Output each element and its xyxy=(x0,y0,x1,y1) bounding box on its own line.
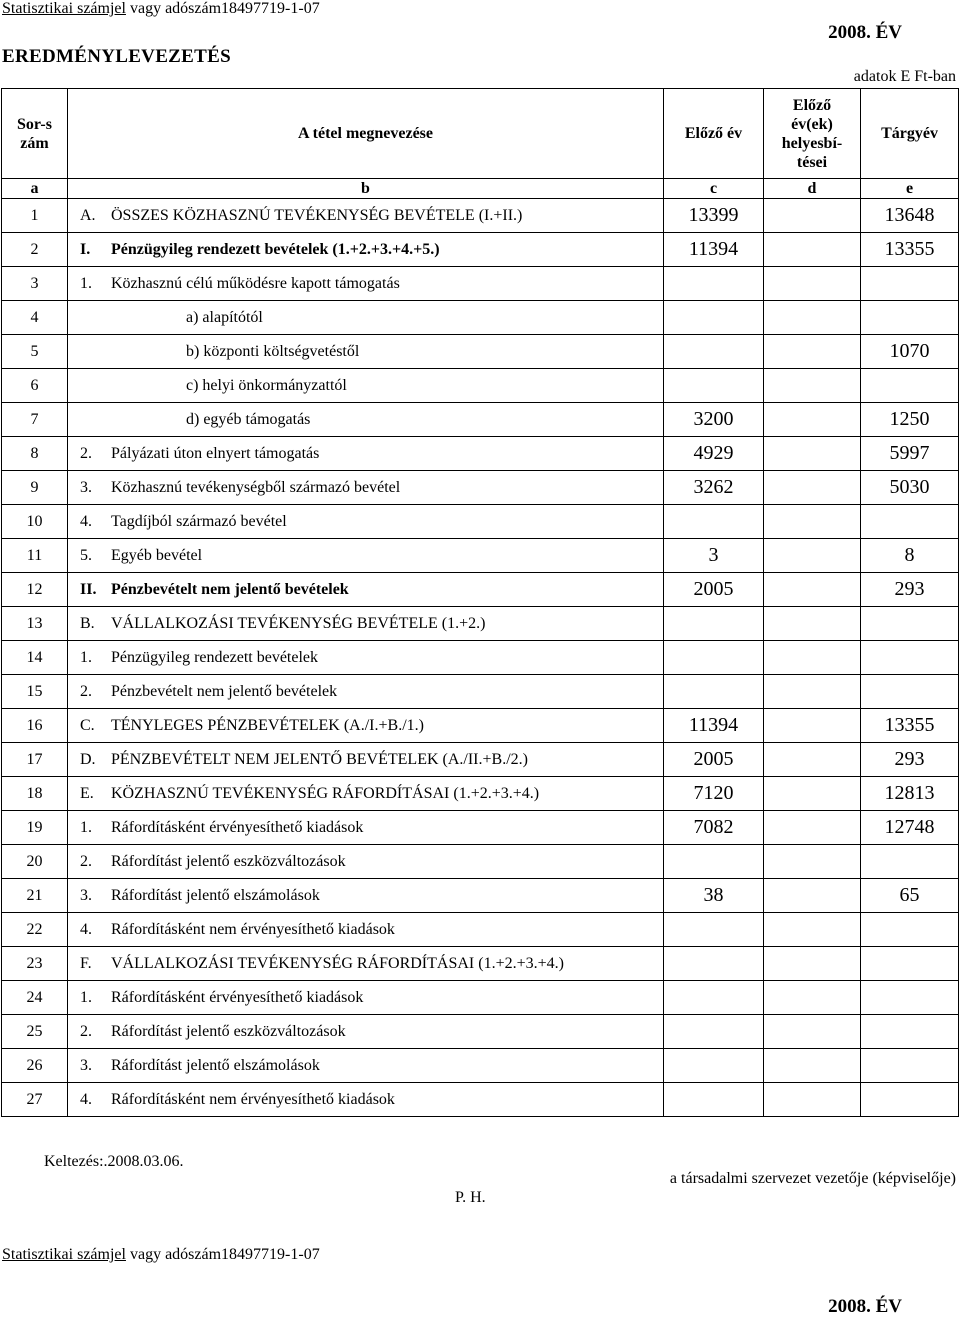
current-year-value: 5030 xyxy=(861,471,959,505)
current-year-value: 12748 xyxy=(861,811,959,845)
place-date: Keltezés:.2008.03.06. xyxy=(44,1153,184,1170)
table-row xyxy=(2,471,959,505)
table-row xyxy=(2,811,959,845)
adjustment-value xyxy=(764,675,861,709)
prev-year-value xyxy=(664,267,764,301)
letter-e: e xyxy=(861,179,959,199)
row-code: 1. xyxy=(80,988,92,1006)
table-row xyxy=(2,233,959,267)
current-year-value: 5997 xyxy=(861,437,959,471)
row-label: Ráfordítást jelentő elszámolások xyxy=(111,1056,320,1074)
current-year-value: 293 xyxy=(861,573,959,607)
row-label: d) egyéb támogatás xyxy=(186,410,311,428)
table-row xyxy=(2,539,959,573)
prev-year-value xyxy=(664,335,764,369)
document-title: EREDMÉNYLEVEZETÉS xyxy=(2,46,231,67)
table-row xyxy=(2,879,959,913)
row-number: 6 xyxy=(2,369,68,403)
adjustment-value xyxy=(764,811,861,845)
adjustment-value xyxy=(764,1083,861,1117)
table-row xyxy=(2,199,959,233)
adjustment-value xyxy=(764,607,861,641)
current-year-value: 1250 xyxy=(861,403,959,437)
current-year-value xyxy=(861,913,959,947)
row-number: 4 xyxy=(2,301,68,335)
row-label: Pályázati úton elnyert támogatás xyxy=(111,444,320,462)
adjustment-value xyxy=(764,199,861,233)
row-label: c) helyi önkormányzattól xyxy=(186,376,347,394)
prev-year-value: 3 xyxy=(664,539,764,573)
row-code: 2. xyxy=(80,682,92,700)
table-row xyxy=(2,1083,959,1117)
row-label: Tagdíjból származó bevétel xyxy=(111,512,287,530)
row-label: Közhasznú tevékenységből származó bevétel xyxy=(111,478,401,496)
header-prev-year: Előző év xyxy=(664,89,764,179)
prev-year-value xyxy=(664,1015,764,1049)
adjustment-value xyxy=(764,879,861,913)
row-code: B. xyxy=(80,614,95,632)
row-label-cell xyxy=(68,777,664,811)
footer-stat-value: vagy adószám18497719-1-07 xyxy=(125,1246,320,1263)
adjustment-value xyxy=(764,505,861,539)
row-number: 9 xyxy=(2,471,68,505)
row-label: Ráfordításként érvényesíthető kiadások xyxy=(111,988,364,1006)
row-number: 15 xyxy=(2,675,68,709)
table-row xyxy=(2,641,959,675)
row-number: 1 xyxy=(2,199,68,233)
table-row xyxy=(2,369,959,403)
row-label: Pénzügyileg rendezett bevételek xyxy=(111,648,319,666)
adjustment-value xyxy=(764,335,861,369)
adjustment-value xyxy=(764,233,861,267)
row-code: 1. xyxy=(80,818,92,836)
header-adjustments: Előző év(ek) helyesbí-tései xyxy=(764,89,861,179)
current-year-value xyxy=(861,1049,959,1083)
row-number: 24 xyxy=(2,981,68,1015)
prev-year-value xyxy=(664,369,764,403)
prev-year-value: 2005 xyxy=(664,743,764,777)
row-label: a) alapítótól xyxy=(186,308,263,326)
row-label-cell xyxy=(68,743,664,777)
current-year-value: 13355 xyxy=(861,709,959,743)
row-code: 1. xyxy=(80,274,92,292)
row-number: 3 xyxy=(2,267,68,301)
current-year-value xyxy=(861,369,959,403)
prev-year-value: 7120 xyxy=(664,777,764,811)
prev-year-value: 11394 xyxy=(664,709,764,743)
adjustment-value xyxy=(764,437,861,471)
table-header-row xyxy=(2,89,959,179)
prev-year-value xyxy=(664,981,764,1015)
row-number: 27 xyxy=(2,1083,68,1117)
table-row xyxy=(2,743,959,777)
row-number: 10 xyxy=(2,505,68,539)
current-year-value xyxy=(861,641,959,675)
current-year-value: 1070 xyxy=(861,335,959,369)
prev-year-value: 38 xyxy=(664,879,764,913)
unit-note: adatok E Ft-ban xyxy=(853,68,956,85)
footer-year: 2008. ÉV xyxy=(828,1296,902,1317)
header-current-year: Tárgyév xyxy=(861,89,959,179)
signature-caption: a társadalmi szervezet vezetője (képviselője) xyxy=(669,1170,956,1187)
table-row xyxy=(2,437,959,471)
row-code: F. xyxy=(80,954,92,972)
row-number: 12 xyxy=(2,573,68,607)
current-year-value: 293 xyxy=(861,743,959,777)
income-statement-table xyxy=(1,88,959,1117)
row-code: 3. xyxy=(80,1056,92,1074)
table-row xyxy=(2,403,959,437)
current-year-value xyxy=(861,505,959,539)
row-label-cell xyxy=(68,981,664,1015)
row-number: 13 xyxy=(2,607,68,641)
adjustment-value xyxy=(764,709,861,743)
row-label: Pénzbevételt nem jelentő bevételek xyxy=(111,682,338,700)
prev-year-value xyxy=(664,913,764,947)
row-code: C. xyxy=(80,716,95,734)
current-year-value: 65 xyxy=(861,879,959,913)
current-year-value xyxy=(861,1083,959,1117)
row-label-cell xyxy=(68,811,664,845)
table-row xyxy=(2,675,959,709)
row-number: 2 xyxy=(2,233,68,267)
prev-year-value: 2005 xyxy=(664,573,764,607)
row-number: 19 xyxy=(2,811,68,845)
row-label-cell xyxy=(68,947,664,981)
adjustment-value xyxy=(764,1049,861,1083)
current-year-value xyxy=(861,267,959,301)
row-label: VÁLLALKOZÁSI TEVÉKENYSÉG RÁFORDÍTÁSAI (1.+2.+3.+4.) xyxy=(111,954,564,972)
adjustment-value xyxy=(764,573,861,607)
table-row xyxy=(2,777,959,811)
row-number: 22 xyxy=(2,913,68,947)
prev-year-value: 7082 xyxy=(664,811,764,845)
stat-number-value: vagy adószám18497719-1-07 xyxy=(125,0,320,17)
row-label: ÖSSZES KÖZHASZNÚ TEVÉKENYSÉG BEVÉTELE (I.+II.) xyxy=(111,206,523,224)
row-label-cell xyxy=(68,505,664,539)
current-year-value: 13355 xyxy=(861,233,959,267)
table-row xyxy=(2,607,959,641)
current-year-value xyxy=(861,845,959,879)
column-letters-row xyxy=(2,179,959,199)
row-label-cell xyxy=(68,335,664,369)
row-code: I. xyxy=(80,240,91,258)
table-row xyxy=(2,1015,959,1049)
letter-d: d xyxy=(764,179,861,199)
row-code: 3. xyxy=(80,478,92,496)
adjustment-value xyxy=(764,845,861,879)
table-row xyxy=(2,947,959,981)
current-year-value xyxy=(861,607,959,641)
row-code: 2. xyxy=(80,852,92,870)
row-label-cell xyxy=(68,573,664,607)
footer-stat-number xyxy=(2,1246,320,1264)
row-label-cell xyxy=(68,1049,664,1083)
row-number: 5 xyxy=(2,335,68,369)
row-label: Pénzügyileg rendezett bevételek (1.+2.+3.+4.+5.) xyxy=(111,240,440,258)
table-row xyxy=(2,573,959,607)
adjustment-value xyxy=(764,913,861,947)
row-label-cell xyxy=(68,879,664,913)
adjustment-value xyxy=(764,301,861,335)
table-row xyxy=(2,845,959,879)
row-label: Közhasznú célú működésre kapott támogatás xyxy=(111,274,400,292)
prev-year-value xyxy=(664,845,764,879)
row-label-cell xyxy=(68,845,664,879)
row-label-cell xyxy=(68,709,664,743)
prev-year-value xyxy=(664,1083,764,1117)
table-body xyxy=(2,199,959,1117)
row-label-cell xyxy=(68,607,664,641)
header-name: A tétel megnevezése xyxy=(68,89,664,179)
table-row xyxy=(2,709,959,743)
row-number: 16 xyxy=(2,709,68,743)
row-label-cell xyxy=(68,1083,664,1117)
row-label-cell xyxy=(68,539,664,573)
current-year-value xyxy=(861,675,959,709)
current-year-value: 13648 xyxy=(861,199,959,233)
prev-year-value xyxy=(664,641,764,675)
row-label: Ráfordítást jelentő elszámolások xyxy=(111,886,320,904)
prev-year-value: 3200 xyxy=(664,403,764,437)
row-label: Ráfordítást jelentő eszközváltozások xyxy=(111,1022,346,1040)
stat-number-label: Statisztikai számjel xyxy=(2,0,126,17)
row-number: 8 xyxy=(2,437,68,471)
row-label: Ráfordításként nem érvényesíthető kiadások xyxy=(111,1090,395,1108)
row-number: 17 xyxy=(2,743,68,777)
row-label-cell xyxy=(68,267,664,301)
prev-year-value xyxy=(664,1049,764,1083)
row-code: 2. xyxy=(80,1022,92,1040)
adjustment-value xyxy=(764,471,861,505)
letter-a: a xyxy=(2,179,68,199)
row-code: 4. xyxy=(80,1090,92,1108)
row-code: 3. xyxy=(80,886,92,904)
table-row xyxy=(2,301,959,335)
row-label: VÁLLALKOZÁSI TEVÉKENYSÉG BEVÉTELE (1.+2.) xyxy=(111,614,486,632)
row-number: 20 xyxy=(2,845,68,879)
current-year-value: 8 xyxy=(861,539,959,573)
prev-year-value: 3262 xyxy=(664,471,764,505)
row-code: 2. xyxy=(80,444,92,462)
row-label-cell xyxy=(68,437,664,471)
table-row xyxy=(2,981,959,1015)
row-number: 25 xyxy=(2,1015,68,1049)
adjustment-value xyxy=(764,641,861,675)
prev-year-value: 13399 xyxy=(664,199,764,233)
row-code: E. xyxy=(80,784,94,802)
row-code: A. xyxy=(80,206,96,224)
row-label-cell xyxy=(68,913,664,947)
row-number: 21 xyxy=(2,879,68,913)
letter-c: c xyxy=(664,179,764,199)
adjustment-value xyxy=(764,1015,861,1049)
row-label: KÖZHASZNÚ TEVÉKENYSÉG RÁFORDÍTÁSAI (1.+2.+3.+4.) xyxy=(111,784,540,802)
table-row xyxy=(2,267,959,301)
row-code: 4. xyxy=(80,512,92,530)
row-code: II. xyxy=(80,580,97,598)
adjustment-value xyxy=(764,267,861,301)
row-number: 14 xyxy=(2,641,68,675)
row-label-cell xyxy=(68,301,664,335)
adjustment-value xyxy=(764,981,861,1015)
current-year-value xyxy=(861,1015,959,1049)
prev-year-value xyxy=(664,947,764,981)
row-label-cell xyxy=(68,675,664,709)
prev-year-value xyxy=(664,607,764,641)
row-label-cell xyxy=(68,471,664,505)
row-code: D. xyxy=(80,750,96,768)
prev-year-value xyxy=(664,505,764,539)
row-label: Ráfordításként nem érvényesíthető kiadások xyxy=(111,920,395,938)
row-code: 4. xyxy=(80,920,92,938)
stamp-placeholder: P. H. xyxy=(455,1189,486,1206)
row-label-cell xyxy=(68,199,664,233)
row-number: 7 xyxy=(2,403,68,437)
adjustment-value xyxy=(764,539,861,573)
row-number: 18 xyxy=(2,777,68,811)
row-label: b) központi költségvetéstől xyxy=(186,342,360,360)
prev-year-value xyxy=(664,675,764,709)
adjustment-value xyxy=(764,947,861,981)
row-number: 23 xyxy=(2,947,68,981)
header-stat-number xyxy=(2,0,320,18)
adjustment-value xyxy=(764,403,861,437)
adjustment-value xyxy=(764,777,861,811)
header-sorszam: Sor-szám xyxy=(2,89,68,179)
row-label: Pénzbevételt nem jelentő bevételek xyxy=(111,580,349,598)
row-label-cell xyxy=(68,641,664,675)
row-label-cell xyxy=(68,369,664,403)
footer-stat-label: Statisztikai számjel xyxy=(2,1246,126,1263)
prev-year-value xyxy=(664,301,764,335)
row-label: Egyéb bevétel xyxy=(111,546,203,564)
current-year-value xyxy=(861,947,959,981)
row-code: 1. xyxy=(80,648,92,666)
current-year-value: 12813 xyxy=(861,777,959,811)
row-label: PÉNZBEVÉTELT NEM JELENTŐ BEVÉTELEK (A./II.+B./2.) xyxy=(111,750,528,768)
row-label-cell xyxy=(68,233,664,267)
row-label: Ráfordítást jelentő eszközváltozások xyxy=(111,852,346,870)
table-row xyxy=(2,1049,959,1083)
adjustment-value xyxy=(764,743,861,777)
table-row xyxy=(2,913,959,947)
row-number: 11 xyxy=(2,539,68,573)
row-label: TÉNYLEGES PÉNZBEVÉTELEK (A./I.+B./1.) xyxy=(111,716,424,734)
row-label-cell xyxy=(68,403,664,437)
table-row xyxy=(2,505,959,539)
row-label-cell xyxy=(68,1015,664,1049)
header-year: 2008. ÉV xyxy=(828,22,902,43)
prev-year-value: 11394 xyxy=(664,233,764,267)
row-number: 26 xyxy=(2,1049,68,1083)
current-year-value xyxy=(861,981,959,1015)
letter-b: b xyxy=(68,179,664,199)
row-code: 5. xyxy=(80,546,92,564)
table-row xyxy=(2,335,959,369)
current-year-value xyxy=(861,301,959,335)
prev-year-value: 4929 xyxy=(664,437,764,471)
adjustment-value xyxy=(764,369,861,403)
row-label: Ráfordításként érvényesíthető kiadások xyxy=(111,818,364,836)
